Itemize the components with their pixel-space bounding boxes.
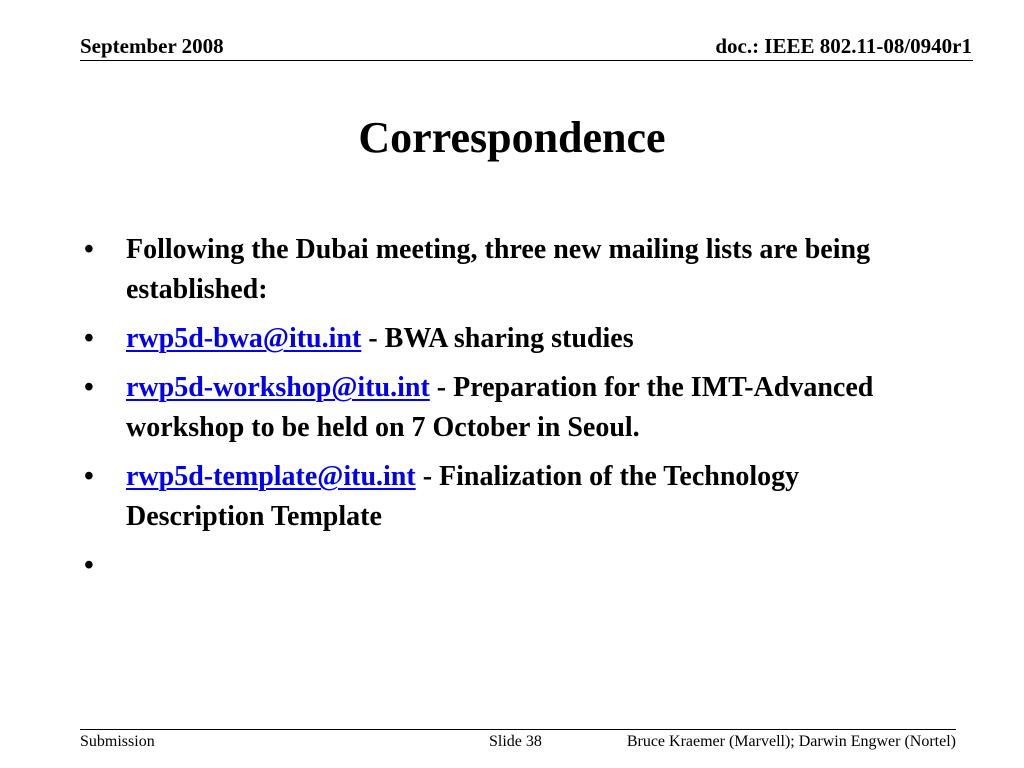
bullet-icon: • [84,461,94,492]
slide-title: Correspondence [358,113,666,162]
bullet-item-empty [84,546,914,586]
bullet-item-template [84,457,914,537]
bullet-list [84,230,914,595]
bullet-text: Following the Dubai meeting, three new mailing lists are being established: [126,234,871,305]
header-divider [80,60,973,61]
footer-divider [80,729,956,730]
bullet-item-intro [84,230,914,310]
footer-submission: Submission [80,733,155,750]
bullet-icon: • [84,234,94,265]
header-date: September 2008 [80,34,224,58]
footer-authors: Bruce Kraemer (Marvell); Darwin Engwer (Nortel) [626,733,956,750]
bullet-icon: • [84,323,94,354]
email-link-template[interactable]: rwp5d-template@itu.int [126,461,416,492]
bullet-text: - Finalization of the Technology Description Template [126,461,800,532]
email-link-bwa[interactable]: rwp5d-bwa@itu.int [126,323,362,354]
footer-slide-number: Slide 38 [489,733,542,750]
bullet-text: - Preparation for the IMT-Advanced workshop to be held on 7 October in Seoul. [126,372,874,443]
bullet-item-bwa [84,319,914,359]
bullet-item-workshop [84,368,914,448]
bullet-icon: • [84,372,94,403]
header-doc-id: doc.: IEEE 802.11-08/0940r1 [715,34,972,58]
email-link-workshop[interactable]: rwp5d-workshop@itu.int [126,372,430,403]
bullet-text: - BWA sharing studies [361,323,634,354]
bullet-icon: • [84,550,94,581]
